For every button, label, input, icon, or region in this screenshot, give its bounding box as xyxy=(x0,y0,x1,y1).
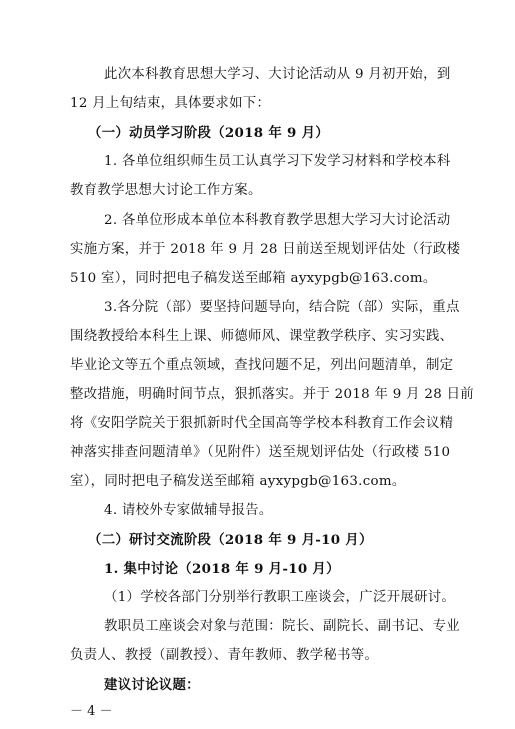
text-line: 毕业论文等五个重点领域，查找问题不足，列出问题清单，制定 xyxy=(70,358,454,373)
text-line: 整改措施，明确时间节点，狠抓落实。并于 2018 年 9 月 28 日前 xyxy=(70,387,474,402)
text-line: （1）学校各部门分别举行教职工座谈会，广泛开展研讨。 xyxy=(104,590,456,605)
section-heading: （二）研讨交流阶段（2018 年 9 月-10 月） xyxy=(88,532,373,548)
text-line: 将《安阳学院关于狠抓新时代全国高等学校本科教育工作会议精 xyxy=(70,416,454,431)
text-line: 12 月上旬结束，具体要求如下： xyxy=(70,96,271,111)
section-heading: （一）动员学习阶段（2018 年 9 月） xyxy=(88,125,329,141)
text-line: 实施方案，并于 2018 年 9 月 28 日前送至规划评估处（行政楼 xyxy=(70,242,461,257)
text-line: 此次本科教育思想大学习、大讨论活动从 9 月初开始，到 xyxy=(104,67,451,82)
text-line: 3.各分院（部）要坚持问题导向，结合院（部）实际，重点 xyxy=(104,300,460,315)
text-line: 教育教学思想大讨论工作方案。 xyxy=(70,183,262,198)
text-line: 负责人、教授（副教授）、青年教师、教学秘书等。 xyxy=(70,648,379,663)
text-line: 围绕教授给本科生上课、师德师风、课堂教学秩序、实习实践、 xyxy=(70,329,454,344)
text-line: 2. 各单位形成本单位本科教育教学思想大学习大讨论活动 xyxy=(104,213,451,228)
text-line: 教职员工座谈会对象与范围：院长、副院长、副书记、专业 xyxy=(104,619,460,634)
page-number: － 4 － xyxy=(70,704,113,719)
text-line: 1. 各单位组织师生员工认真学习下发学习材料和学校本科 xyxy=(104,154,451,169)
subsection-heading: 1. 集中讨论（2018 年 9 月-10 月） xyxy=(104,561,340,577)
text-line: 510 室），同时把电子稿发送至邮箱 ayxypgb@163.com。 xyxy=(70,271,437,286)
text-line: 建议讨论议题： xyxy=(104,677,200,693)
text-line: 室），同时把电子稿发送至邮箱 ayxypgb@163.com。 xyxy=(70,474,406,489)
text-line: 4. 请校外专家做辅导报告。 xyxy=(104,503,273,518)
text-line: 神落实排查问题清单》（见附件）送至规划评估处（行政楼 510 xyxy=(70,445,451,460)
